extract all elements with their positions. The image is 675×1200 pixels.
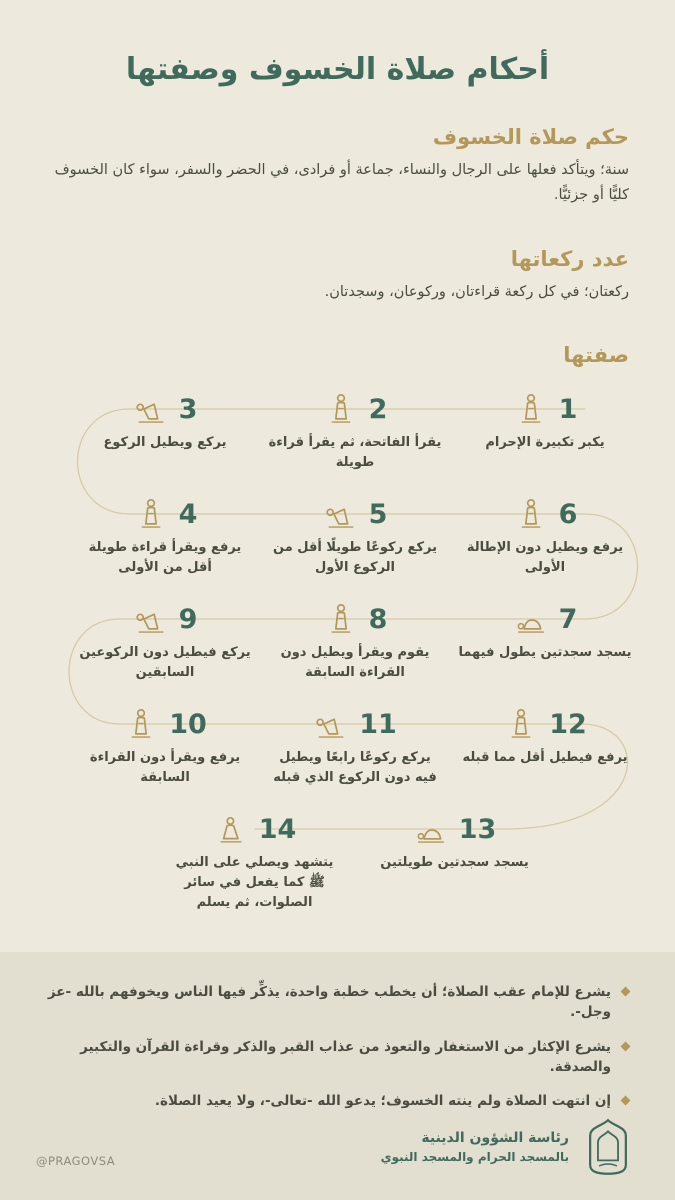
steps-row-2: [0, 486, 675, 591]
org-name-line-1: رئاسة الشؤون الدينية: [421, 1130, 569, 1147]
step-label: يكبر تكبيرة الإحرام: [485, 435, 605, 451]
step-label: يرفع ويقرأ قراءة طويلة أقل من الأولى: [88, 540, 242, 576]
step-number: 8: [368, 604, 388, 636]
steps-flow: [0, 381, 675, 937]
standing-figure-icon: [503, 708, 539, 740]
step-1: [450, 381, 640, 486]
note-item: [46, 982, 629, 1023]
diamond-bullet-icon: [621, 1096, 631, 1106]
step-label: يركع ركوعًا رابعًا ويطيل فيه دون الركوع الذي قبله: [273, 750, 437, 786]
step-number: 7: [558, 604, 578, 636]
step-number: 3: [178, 394, 198, 426]
step-number: 13: [458, 814, 497, 846]
bowing-figure-icon: [133, 603, 169, 635]
step-label: يسجد سجدتين طويلتين: [380, 855, 529, 871]
step-number: 14: [258, 814, 297, 846]
step-label: يقوم ويقرأ ويطيل دون القراءة السابقة: [280, 645, 430, 681]
steps-row-5: [34, 801, 675, 913]
step-label: يسجد سجدتين يطول فيهما: [458, 645, 632, 661]
step-11: [260, 696, 450, 801]
step-number: 12: [549, 709, 587, 741]
step-9: [70, 591, 260, 696]
step-12: [450, 696, 640, 801]
steps-row-4: [0, 696, 675, 801]
note-text: يشرع للإمام عقب الصلاة؛ أن يخطب خطبة واحدة، يذكِّر فيها الناس ويخوفهم بالله -عز وجل-.: [47, 984, 611, 1021]
sitting-figure-icon: [213, 813, 249, 845]
step-label: يركع فيطيل دون الركوعين السابقين: [79, 645, 251, 681]
note-item: [46, 1037, 629, 1078]
standing-figure-icon: [513, 393, 549, 425]
step-number: 9: [178, 604, 198, 636]
step-label: يركع ركوعًا طويلًا أقل من الركوع الأول: [273, 540, 437, 576]
step-number: 10: [169, 709, 207, 741]
footer: [381, 1118, 633, 1176]
org-name-line-2: بالمسجد الحرام والمسجد النبوي: [380, 1150, 569, 1165]
rakaat-heading: عدد ركعاتها: [510, 246, 629, 271]
step-8: [260, 591, 450, 696]
prostrating-figure-icon: [413, 813, 449, 845]
ruling-body: سنة؛ ويتأكد فعلها على الرجال والنساء، جماعة أو فرادى، في الحضر والسفر، سواء كان الخسوف كليًّا أو جزئيًّا.: [54, 162, 629, 204]
step-number: 2: [368, 394, 388, 426]
diamond-bullet-icon: [621, 1041, 631, 1051]
step-label: يركع ويطيل الركوع: [103, 435, 227, 451]
step-label: يقرأ الفاتحة، ثم يقرأ قراءة طويلة: [268, 435, 442, 471]
steps-row-3: [0, 591, 675, 696]
standing-figure-icon: [123, 708, 159, 740]
ruling-heading: حكم صلاة الخسوف: [432, 125, 629, 149]
social-handle: @PRAGOVSA: [36, 1154, 116, 1168]
step-number: 5: [368, 499, 388, 531]
presidency-logo-icon: [583, 1118, 633, 1176]
standing-figure-icon: [323, 603, 359, 635]
step-label: يتشهد ويصلي على النبي ﷺ كما يفعل في سائر الصلوات، ثم يسلم: [175, 855, 334, 911]
description-heading: صفتها: [563, 343, 629, 368]
step-5: [260, 486, 450, 591]
bowing-figure-icon: [323, 498, 359, 530]
step-label: يرفع فيطيل أقل مما قبله: [462, 750, 628, 766]
note-item: [46, 1091, 629, 1111]
organization-name: [381, 1128, 569, 1166]
note-text: إن انتهت الصلاة ولم ينته الخسوف؛ يدعو الله -تعالى-، ولا يعيد الصلاة.: [154, 1093, 611, 1109]
standing-figure-icon: [323, 393, 359, 425]
step-number: 11: [359, 709, 397, 741]
step-number: 1: [558, 394, 578, 426]
step-7: [450, 591, 640, 696]
steps-row-1: [0, 381, 675, 486]
step-label: يرفع ويطيل دون الإطالة الأولى: [466, 540, 624, 576]
step-number: 4: [178, 499, 198, 531]
prostrating-figure-icon: [513, 603, 549, 635]
step-3: [70, 381, 260, 486]
step-6: [450, 486, 640, 591]
bowing-figure-icon: [133, 393, 169, 425]
step-2: [260, 381, 450, 486]
step-label: يرفع ويقرأ دون القراءة السابقة: [89, 750, 241, 786]
page-title: أحكام صلاة الخسوف وصفتها: [125, 52, 550, 87]
step-10: [70, 696, 260, 801]
bowing-figure-icon: [313, 708, 349, 740]
standing-figure-icon: [513, 498, 549, 530]
note-text: يشرع الإكثار من الاستغفار والتعوذ من عذاب القبر والذكر وقراءة القرآن والتكبير والصدقة.: [80, 1038, 611, 1075]
diamond-bullet-icon: [621, 987, 631, 997]
step-14: [155, 801, 355, 913]
rakaat-body: ركعتان؛ في كل ركعة قراءتان، وركوعان، وسجدتان.: [324, 283, 629, 300]
step-number: 6: [558, 499, 578, 531]
step-4: [70, 486, 260, 591]
step-13: [355, 801, 555, 913]
standing-figure-icon: [133, 498, 169, 530]
notes-section: [0, 952, 675, 1200]
